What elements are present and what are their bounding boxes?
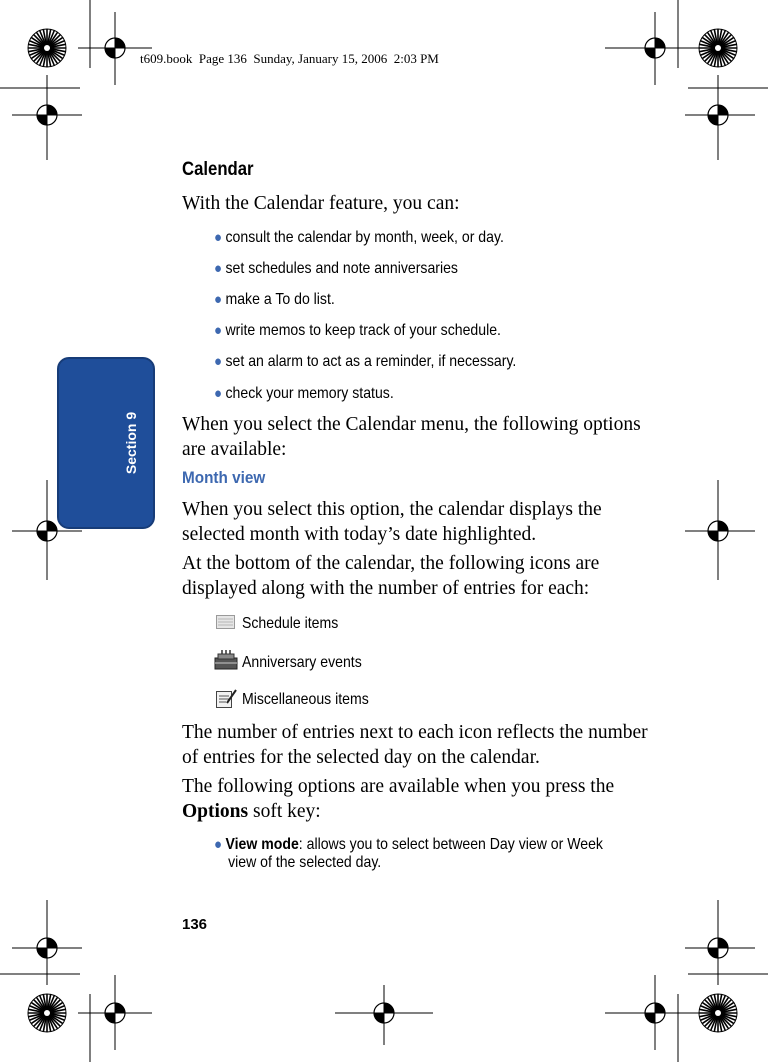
list-item-text: check your memory status. [225,385,394,402]
option-name: View mode [225,836,299,853]
memo-label: Miscellaneous items [242,691,369,708]
menu-intro: When you select the Calendar menu, the following options are available: [182,414,641,460]
list-item: ● consult the calendar by month, week, or day. [214,229,504,246]
icons-intro: At the bottom of the calendar, the following icons are displayed along with the number of entries for each: [182,553,600,599]
list-item-text: set schedules and note anniversaries [225,260,458,277]
option-desc-cont: view of the selected day. [228,854,382,871]
options-intro [182,774,652,824]
list-item: ● View mode: allows you to select between Day view or Week view of the selected day. [214,836,603,871]
print-header: t609.book Page 136 Sunday, January 15, 2006 2:03 PM [140,51,439,66]
option-desc: : allows you to select between Day view or Week [298,836,603,853]
section-tab [57,357,155,529]
page-title: Calendar [182,159,254,180]
section-tab-label: Section 9 [123,411,139,475]
list-item: ● check your memory status. [214,385,394,402]
memo-icon [216,689,238,709]
list-item: ● set schedules and note anniversaries [214,260,458,277]
month-view-heading: Month view [182,468,266,487]
list-item-text: make a To do list. [225,291,335,308]
list-item: ● set an alarm to act as a reminder, if necessary. [214,353,517,370]
list-item-text: consult the calendar by month, week, or day. [225,229,504,246]
list-item-text: write memos to keep track of your schedule. [225,322,501,339]
anniversary-label: Anniversary events [242,654,362,671]
options-intro-suffix: soft key: [252,801,321,822]
entries-note: The number of entries next to each icon reflects the number of entries for the selected day on the calendar. [182,722,648,768]
schedule-label: Schedule items [242,615,339,632]
page-number: 136 [182,916,208,933]
intro-text: With the Calendar feature, you can: [182,193,460,214]
list-item-text: set an alarm to act as a reminder, if necessary. [225,353,517,370]
schedule-icon [216,614,236,630]
list-item: ● write memos to keep track of your schedule. [214,322,501,339]
anniversary-icon [214,650,238,670]
options-intro-text: The following options are available when you press the [182,776,615,797]
month-view-desc: When you select this option, the calendar displays the selected month with today’s date highlighted. [182,499,602,545]
options-key: Options [182,801,249,822]
list-item: ● make a To do list. [214,291,335,308]
